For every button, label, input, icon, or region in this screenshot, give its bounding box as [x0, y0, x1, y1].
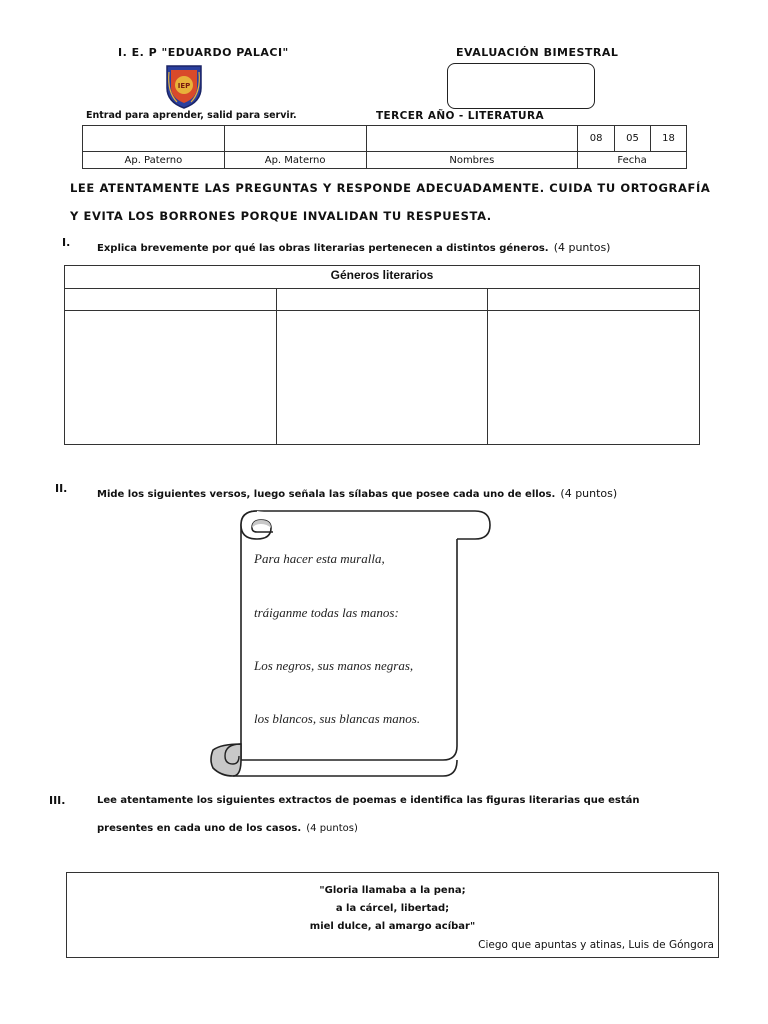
question-2-text: Mide los siguientes versos, luego señala las sílabas que posee cada uno de ellos. — [97, 489, 556, 500]
score-box — [447, 63, 595, 109]
instructions-line-2: Y EVITA LOS BORRONES PORQUE INVALIDAN TU RESPUESTA. — [70, 209, 492, 223]
logo-text: IEP — [177, 82, 191, 90]
exam-title: EVALUACIÓN BIMESTRAL — [456, 46, 619, 59]
genre-name-cell-2[interactable] — [276, 289, 488, 311]
question-2-number: II. — [55, 482, 68, 495]
materno-field[interactable] — [224, 126, 366, 152]
question-2 — [97, 482, 617, 501]
label-paterno: Ap. Paterno — [83, 152, 225, 169]
question-1-points: (4 puntos) — [553, 241, 611, 254]
question-3-text-line-2: presentes en cada uno de los casos. — [97, 823, 302, 834]
scroll-icon — [205, 508, 505, 780]
grade-subject: TERCER AÑO - LITERATURA — [376, 110, 544, 122]
genres-table — [64, 265, 700, 445]
label-fecha: Fecha — [578, 152, 687, 169]
question-3-text-line-1: Lee atentamente los siguientes extractos de poemas e identifica las figuras literarias que están — [97, 795, 640, 806]
question-1 — [97, 236, 610, 255]
quote-line-2: a la cárcel, libertad; — [335, 903, 450, 914]
quote-line-1: "Gloria llamaba a la pena; — [319, 885, 466, 896]
quote-line-3: miel dulce, al amargo acíbar" — [309, 921, 476, 932]
question-3-points: (4 puntos) — [306, 823, 358, 834]
verse-3: Los negros, sus manos negras, — [254, 658, 414, 673]
genre-name-cell-3[interactable] — [488, 289, 700, 311]
label-nombres: Nombres — [366, 152, 578, 169]
genres-table-title: Géneros literarios — [65, 266, 700, 289]
student-info-table — [82, 125, 687, 169]
genre-answer-cell-1[interactable] — [65, 311, 277, 445]
label-materno: Ap. Materno — [224, 152, 366, 169]
question-3-line-2 — [97, 816, 358, 835]
verse-1: Para hacer esta muralla, — [254, 551, 385, 566]
date-day: 08 — [578, 126, 615, 152]
school-motto: Entrad para aprender, salid para servir. — [86, 110, 297, 121]
question-2-points: (4 puntos) — [560, 487, 618, 500]
question-1-number: I. — [62, 236, 71, 249]
verse-2: tráiganme todas las manos: — [254, 605, 399, 620]
quote-source: Ciego que apuntas y atinas, Luis de Góngora — [478, 939, 714, 951]
genre-answer-cell-2[interactable] — [276, 311, 488, 445]
nombres-field[interactable] — [366, 126, 578, 152]
poem-quote-box — [66, 872, 719, 958]
verse-4: los blancos, sus blancas manos. — [254, 711, 421, 726]
genre-name-cell-1[interactable] — [65, 289, 277, 311]
school-crest-icon — [163, 62, 205, 110]
date-month: 05 — [615, 126, 651, 152]
paterno-field[interactable] — [83, 126, 225, 152]
question-1-text: Explica brevemente por qué las obras literarias pertenecen a distintos géneros. — [97, 243, 549, 254]
genre-answer-cell-3[interactable] — [488, 311, 700, 445]
question-3-number: III. — [49, 794, 66, 807]
school-name: I. E. P "EDUARDO PALACI" — [118, 46, 289, 59]
instructions-line-1: LEE ATENTAMENTE LAS PREGUNTAS Y RESPONDE ADECUADAMENTE. CUIDA TU ORTOGRAFÍA — [70, 181, 711, 195]
date-year: 18 — [651, 126, 687, 152]
